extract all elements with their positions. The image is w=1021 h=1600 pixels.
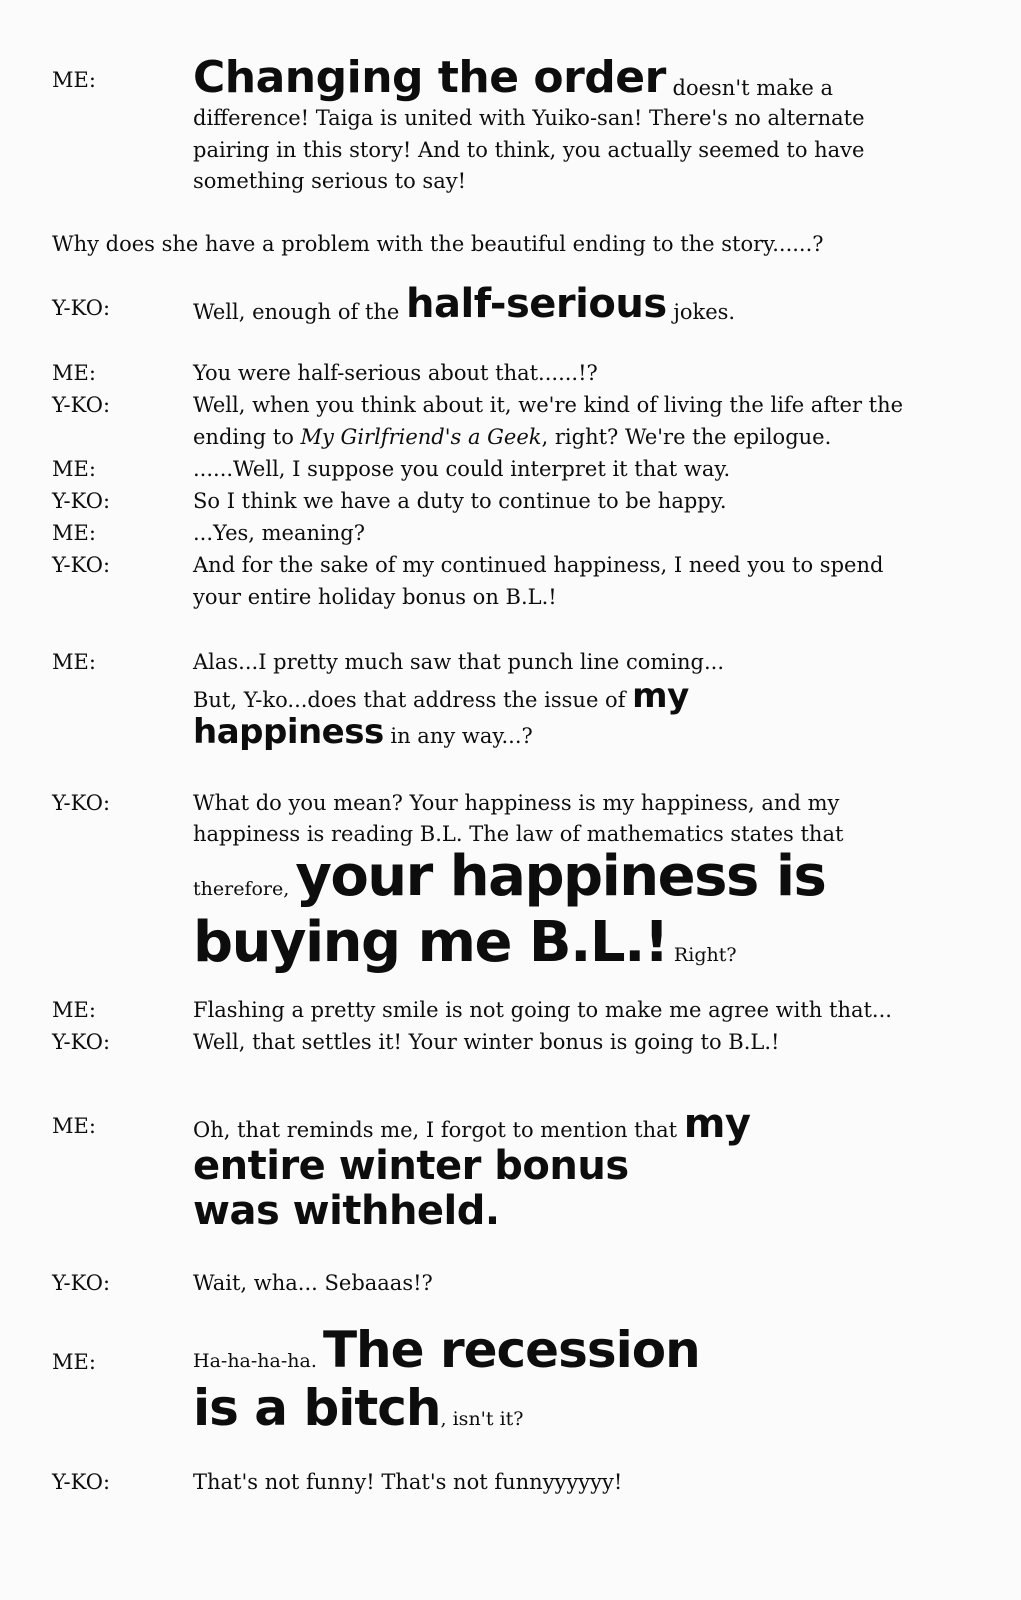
dialogue-line: pairing in this story! And to think, you actually seemed to have — [193, 138, 865, 162]
speaker-label: ME: — [52, 361, 96, 385]
emphasis-text: was withheld. — [193, 1188, 500, 1234]
speaker-label: ME: — [52, 1114, 96, 1138]
book-title: My Girlfriend's a Geek — [300, 425, 542, 449]
speaker-label: ME: — [52, 521, 96, 545]
emphasis-text: is a bitch — [193, 1379, 441, 1437]
dialogue-text — [193, 712, 993, 756]
dialogue-text — [193, 280, 993, 328]
dialogue-line: ......Well, I suppose you could interpret it that way. — [193, 457, 731, 481]
dialogue-line — [193, 421, 993, 453]
speaker-label: Y-KO: — [52, 1271, 111, 1295]
text-run: But, Y-ko...does that address the issue of — [193, 688, 633, 712]
dialogue-line: happiness is reading B.L. The law of mathematics states that — [193, 822, 844, 846]
speaker-label: Y-KO: — [52, 791, 111, 815]
dialogue-text — [193, 52, 993, 104]
speaker-label: Y-KO: — [52, 393, 111, 417]
speaker-label: Y-KO: — [52, 489, 111, 513]
speaker-label: Y-KO: — [52, 553, 111, 577]
speaker-label: ME: — [52, 998, 96, 1022]
dialogue-line: ...Yes, meaning? — [193, 521, 365, 545]
speaker-label: Y-KO: — [52, 1470, 111, 1494]
text-run: , isn't it? — [440, 1408, 524, 1430]
emphasis-text: my — [632, 676, 689, 716]
dialogue-text — [193, 911, 993, 987]
dialogue-line: That's not funny! That's not funnyyyyyy! — [193, 1470, 623, 1494]
dialogue-line: Flashing a pretty smile is not going to make me agree with that... — [193, 998, 892, 1022]
text-run: Well, enough of the — [193, 300, 407, 324]
speaker-label: ME: — [52, 1350, 96, 1374]
speaker-label: ME: — [52, 68, 96, 92]
text-run: in any way...? — [383, 724, 533, 748]
dialogue-line: your entire holiday bonus on B.L.! — [193, 585, 557, 609]
emphasis-text: your happiness is — [295, 844, 826, 909]
dialogue-line: Wait, wha... Sebaaas!? — [193, 1271, 433, 1295]
dialogue-line: What do you mean? Your happiness is my happiness, and my — [193, 791, 840, 815]
text-run: doesn't make a — [665, 76, 834, 100]
dialogue-line: Well, that settles it! Your winter bonus is going to B.L.! — [193, 1030, 780, 1054]
dialogue-text — [193, 1376, 993, 1451]
dialogue-line: Well, when you think about it, we're kind of living the life after the — [193, 393, 904, 417]
dialogue-line: You were half-serious about that......!? — [193, 361, 598, 385]
text-run: Right? — [667, 944, 737, 966]
text-run: Ha-ha-ha-ha. — [193, 1350, 323, 1372]
text-run: jokes. — [666, 300, 736, 324]
emphasis-text: half-serious — [406, 281, 667, 327]
speaker-label: ME: — [52, 457, 96, 481]
text-run: , right? We're the epilogue. — [541, 425, 832, 449]
text-run: therefore, — [193, 878, 296, 900]
dialogue-line: Alas...I pretty much saw that punch line coming... — [193, 650, 724, 674]
dialogue-line: difference! Taiga is united with Yuiko-san! There's no alternate — [193, 106, 865, 130]
emphasis-text: happiness — [193, 712, 384, 752]
emphasis-text: buying me B.L.! — [193, 910, 668, 975]
speaker-label: Y-KO: — [52, 1030, 111, 1054]
dialogue-line: So I think we have a duty to continue to be happy. — [193, 489, 727, 513]
speaker-label: ME: — [52, 650, 96, 674]
text-run: ending to — [193, 425, 301, 449]
speaker-label: Y-KO: — [52, 296, 111, 320]
narration-line: Why does she have a problem with the beautiful ending to the story......? — [52, 232, 824, 256]
emphasis-text: The recession — [322, 1321, 700, 1379]
text-run: Oh, that reminds me, I forgot to mention that — [193, 1118, 684, 1142]
dialogue-line: something serious to say! — [193, 169, 467, 193]
emphasis-text: my — [683, 1101, 751, 1147]
emphasis-text: Changing the order — [193, 52, 666, 103]
dialogue-line: And for the sake of my continued happiness, I need you to spend — [193, 553, 884, 577]
emphasis-text: entire winter bonus — [193, 1143, 629, 1189]
